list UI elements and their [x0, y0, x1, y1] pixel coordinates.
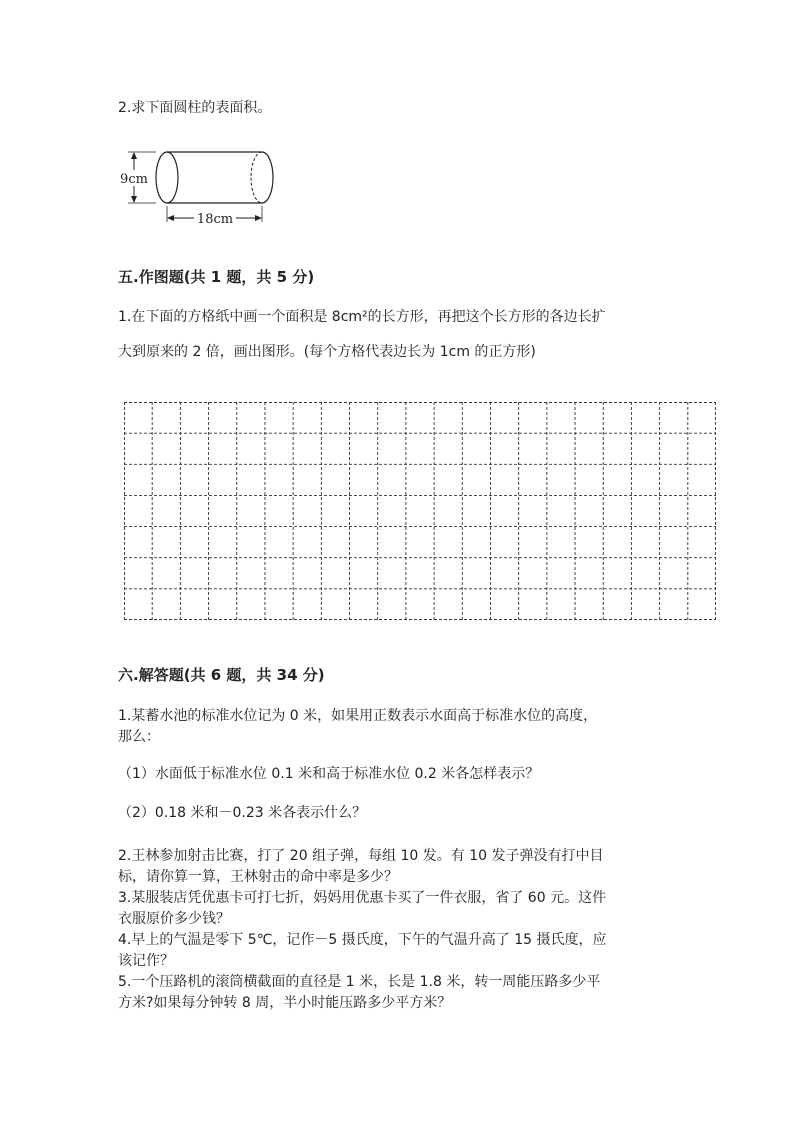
- section-6-q1-sub1: （1）水面低于标准水位 0.1 米和高于标准水位 0.2 米各怎样表示？: [118, 766, 540, 782]
- section-5-heading: 五.作图题(共 1 题，共 5 分): [118, 268, 315, 286]
- height-arrow-top: [131, 152, 137, 159]
- section-6-q2-line1: 2.王林参加射击比赛，打了 20 组子弹，每组 10 发。有 10 发子弹没有打中目: [118, 848, 604, 864]
- section-6-q2-line2: 标，请你算一算，王林射击的命中率是多少？: [118, 869, 398, 885]
- section-6-q5-line1: 5.一个压路机的滚筒横截面的直径是 1 米，长是 1.8 米，转一周能压路多少平: [118, 974, 601, 990]
- question-2-title: 2.求下面圆柱的表面积。: [118, 100, 272, 116]
- height-label: 9cm: [120, 172, 148, 187]
- section-6-q4-line1: 4.早上的气温是零下 5℃，记作－5 摄氏度，下午的气温升高了 15 摄氏度，应: [118, 932, 607, 948]
- section-6-q1-line2: 那么：: [118, 729, 160, 745]
- section-6-q1-line1: 1.某蓄水池的标准水位记为 0 米，如果用正数表示水面高于标准水位的高度，: [118, 708, 598, 724]
- section-5-q1-line1: 1.在下面的方格纸中画一个面积是 8cm²的长方形，再把这个长方形的各边长扩: [118, 309, 606, 325]
- section-6-q4-line2: 该记作？: [118, 953, 174, 969]
- section-6-heading: 六.解答题(共 6 题，共 34 分): [118, 666, 325, 684]
- length-label: 18cm: [196, 212, 234, 227]
- square-grid-paper[interactable]: [124, 402, 716, 620]
- height-arrow-bottom: [131, 196, 137, 203]
- section-6-q1-sub2: （2）0.18 米和－0.23 米各表示什么？: [118, 805, 367, 821]
- section-6-q5-line2: 方米?如果每分钟转 8 周，半小时能压路多少平方米？: [118, 995, 452, 1011]
- section-5-q1-line2: 大到原来的 2 倍，画出图形。(每个方格代表边长为 1cm 的正方形): [118, 344, 536, 360]
- section-6-q3-line1: 3.某服装店凭优惠卡可打七折，妈妈用优惠卡买了一件衣服，省了 60 元。这件: [118, 890, 607, 906]
- cylinder-front-face: [156, 152, 178, 203]
- cylinder-hidden-edge: [251, 152, 262, 203]
- cylinder-figure: [110, 140, 310, 235]
- section-6-q3-line2: 衣服原价多少钱？: [118, 911, 230, 927]
